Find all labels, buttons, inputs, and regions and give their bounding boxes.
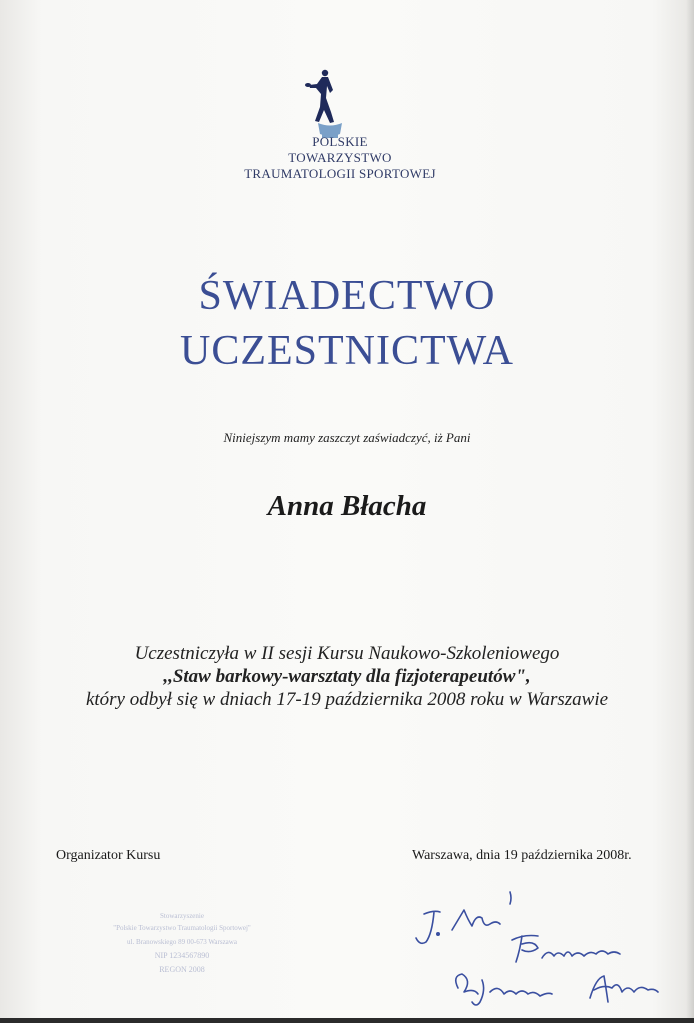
certificate-title-line-1: ŚWIADECTWO — [198, 273, 496, 319]
stamp-line-4: NIP 1234567890 — [154, 951, 210, 960]
certificate-title-line-2: UCZESTNICTWA — [180, 328, 514, 374]
stamp-line-3: ul. Branowskiego 89 00-673 Warszawa — [127, 938, 237, 946]
recipient-name: Anna Błacha — [267, 490, 427, 522]
handwritten-signatures — [412, 884, 672, 1020]
stamp-line-5: REGON 2008 — [159, 965, 205, 974]
organizer-label: Organizator Kursu — [56, 848, 161, 863]
organization-name — [200, 134, 480, 182]
stamp-line-2: "Polskie Towarzystwo Traumatologii Sportowej" — [113, 924, 251, 932]
intro-text: Niniejszym mamy zaszczyt zaświadczyć, iż Pani — [223, 430, 471, 445]
org-line-3: TRAUMATOLOGII SPORTOWEJ — [244, 166, 436, 181]
course-title: ,,Staw barkowy-warsztaty dla fizjoterapeutów", — [163, 666, 531, 687]
org-line-1: POLSKIE — [312, 134, 368, 149]
body-line-1: Uczestniczyła w II sesji Kursu Naukowo-Szkoleniowego — [134, 643, 560, 664]
discus-thrower-logo-icon — [300, 66, 360, 142]
scan-bottom-edge — [0, 1018, 694, 1023]
stamp-line-1: Stowarzyszenie — [160, 912, 204, 920]
body-line-3: który odbył się w dniach 17-19 października 2008 roku w Warszawie — [85, 689, 609, 710]
page-edge-shadow — [686, 0, 694, 1023]
place-date: Warszawa, dnia 19 października 2008r. — [412, 848, 632, 863]
organization-stamp — [72, 908, 292, 978]
org-line-2: TOWARZYSTWO — [288, 150, 392, 165]
